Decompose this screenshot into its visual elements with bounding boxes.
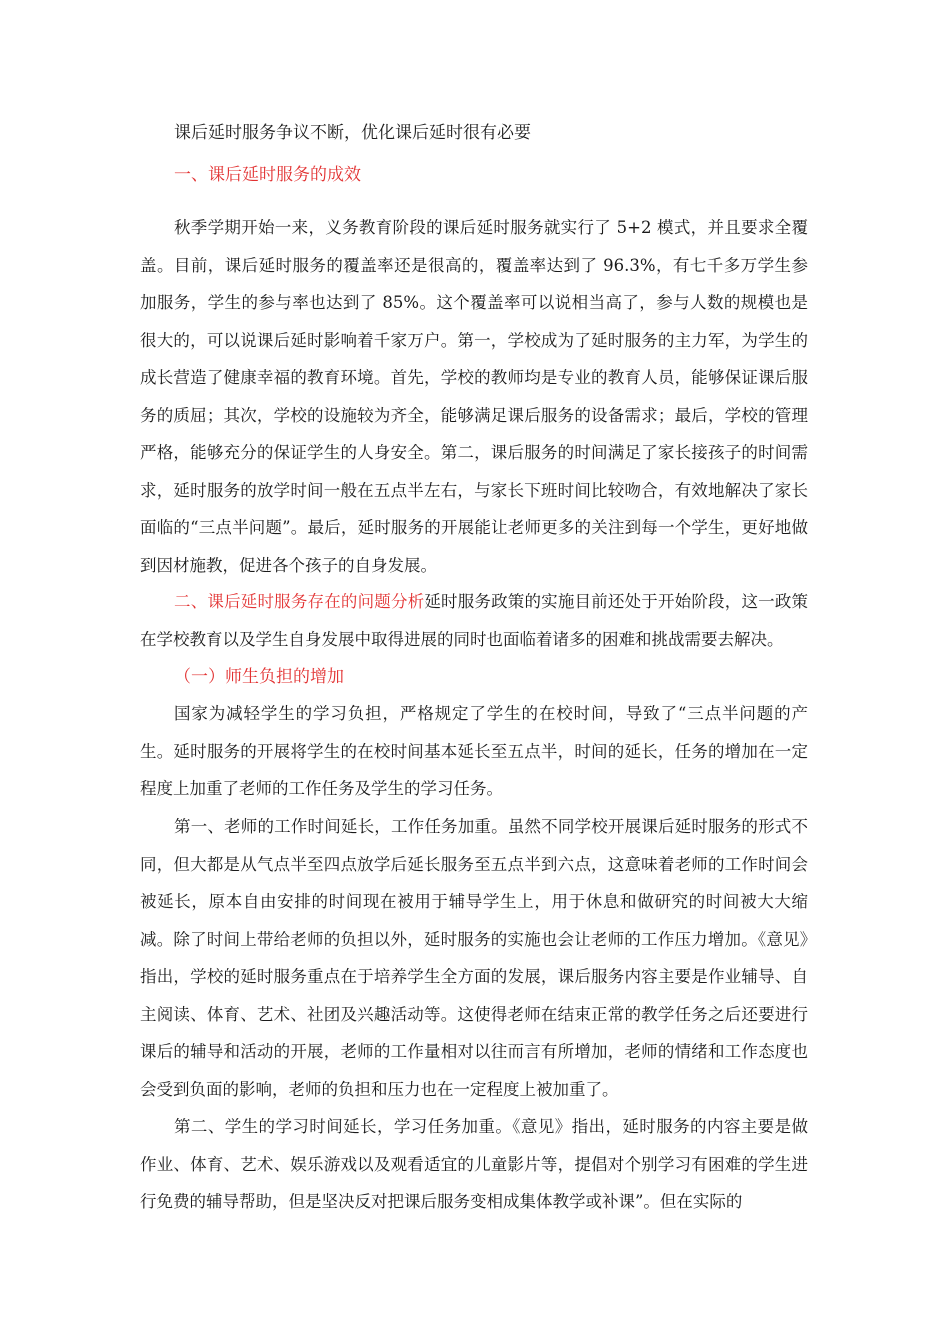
paragraph-4: 第一、老师的工作时间延长，工作任务加重。虽然不同学校开展课后延时服务的形式不同，但大都是从气点半至四点放学后延长服务至五点半到六点，这意味着老师的工作时间会被延长，原本自由安排的时间现在被用于辅导学生上，用于休息和做研究的时间被大大缩减。除了时间上带给老师的负担以外，延时服务的实施也会让老师的工作压力增加。《意见》指出，学校的延时服务重点在于培养学生全方面的发展，课后服务内容主要是作业辅导、自主阅读、体育、艺术、社团及兴趣活动等。这使得老师在结束正常的教学任务之后还要进行课后的辅导和活动的开展，老师的工作量相对以往而言有所增加，老师的情绪和工作态度也会受到负面的影响，老师的负担和压力也在一定程度上被加重了。 — [140, 817, 808, 1099]
subsection-1-heading: （一）师生负担的增加 — [174, 667, 344, 687]
section-1-heading: 一、课后延时服务的成效 — [174, 165, 361, 185]
paragraph-2-text: 延时服务政策的实施目前还处于开始阶段，这一政策在学校教育以及学生自身发展中取得进展的同时也面临着诸多的困难和挑战需要去解决。 — [140, 592, 809, 649]
paragraph-5: 第二、学生的学习时间延长，学习任务加重。《意见》指出，延时服务的内容主要是做作业、体育、艺术、娱乐游戏以及观看适宜的儿童影片等，提倡对个别学习有困难的学生进行免费的辅导帮助，但是坚决反对把课后服务变相成集体教学或补课”。但在实际的 — [140, 1117, 808, 1211]
paragraph-3: 国家为减轻学生的学习负担，严格规定了学生的在校时间，导致了“三点半问题的产生。延时服务的开展将学生的在校时间基本延长至五点半，时间的延长，任务的增加在一定程度上加重了老师的工作任务及学生的学习任务。 — [140, 704, 808, 798]
paragraph-2 — [140, 583, 808, 658]
paragraph-1: 秋季学期开始一来，义务教育阶段的课后延时服务就实行了 5+2 模式，并且要求全覆盖。目前，课后延时服务的覆盖率还是很高的，覆盖率达到了 96.3%，有七千多万学生参加服务，学生的参与率也达到了 85%。这个覆盖率可以说相当高了，参与人数的规模也是很大的，可以说课后延时影响着千家万户。第一，学校成为了延时服务的主力军，为学生的成长营造了健康幸福的教育环境。首先，学校的教师均是专业的教育人员，能够保证课后服务的质屈；其次，学校的设施较为齐全，能够满足课后服务的设备需求；最后，学校的管理严格，能够充分的保证学生的人身安全。第二，课后服务的时间满足了家长接孩子的时间需求，延时服务的放学时间一般在五点半左右，与家长下班时间比较吻合，有效地解决了家长面临的“三点半问题”。最后，延时服务的开展能让老师更多的关注到每一个学生，更好地做到因材施教，促进各个孩子的自身发展。 — [140, 218, 808, 575]
section-2-heading: 二、课后延时服务存在的问题分析 — [174, 592, 425, 611]
document-title: 课后延时服务争议不断，优化课后延时很有必要 — [174, 123, 531, 143]
